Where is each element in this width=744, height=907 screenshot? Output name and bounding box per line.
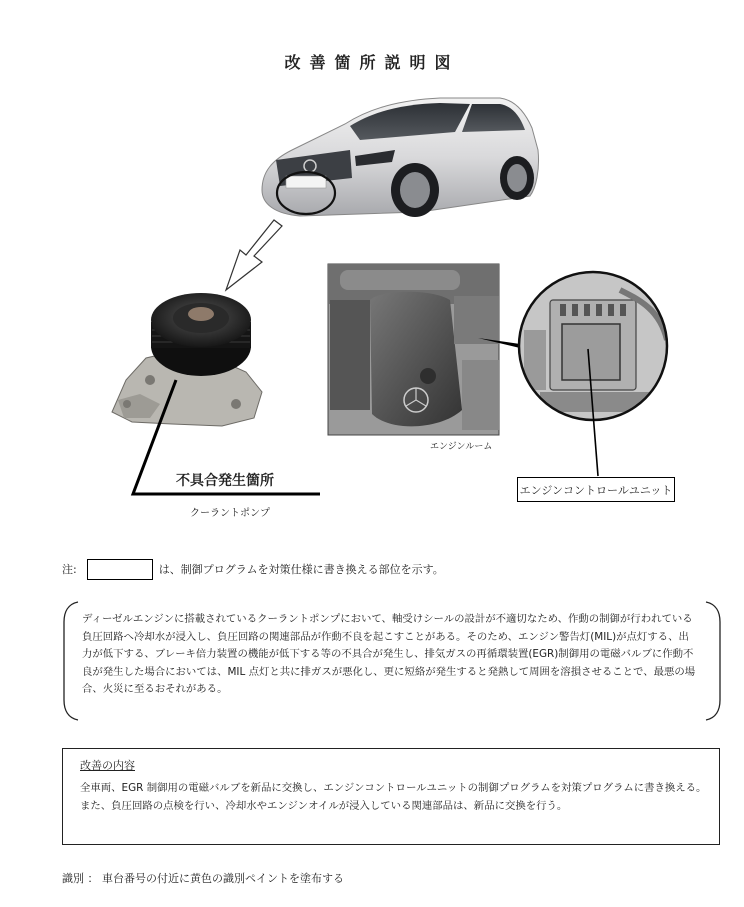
page-title: 改善箇所説明図 <box>284 53 460 72</box>
coolant-pump-image <box>112 293 262 426</box>
pointer-arrow <box>226 220 282 290</box>
improvement-body: 全車両、EGR 制御用の電磁バルブを新品に交換し、エンジンコントロールユニットの制御プログラムを対策プログラムに書き換える。また、負圧回路の点検を行い、冷却水やエンジンオイルが浸入している関連部品は、新品に交換を行う。 <box>80 782 707 812</box>
note-prefix: 注: <box>62 563 77 576</box>
identification-text: 識別 ： 車台番号の付近に黄色の識別ペイントを塗布する <box>62 872 344 885</box>
ecu-label-box <box>517 477 675 502</box>
ecu-label: エンジンコントロールユニット <box>519 483 673 497</box>
note <box>62 556 702 582</box>
improvement-heading: 改善の内容 <box>80 759 135 772</box>
note-text: は、制御プログラムを対策仕様に書き換える部位を示す。 <box>158 563 444 576</box>
ecu-magnified-image <box>519 272 667 420</box>
defect-location-label: 不具合発生箇所 <box>176 473 274 489</box>
engine-room-caption: エンジンルーム <box>430 442 493 452</box>
engine-room-image <box>328 264 520 435</box>
defect-description: ディーゼルエンジンに搭載されているクーラントポンプにおいて、軸受けシールの設計が不適切なため、作動の制御が行われている負圧回路へ冷却水が浸入し、負圧回路の関連部品が作動不良を起こすことがある。そのため、エンジン警告灯(MIL)が点灯する、出力が低下する、ブレーキ倍力装置の機能が低下する等の不具合が発生し、排気ガスの再循環装置(EGR)制御用の電磁バルブに作動不良が発生した場合においては、MIL 点灯と共に排ガスが悪化し、更に短絡が発生すると発熱して周囲を溶損させることで、最悪の場合、火災に至るおそれがある。 <box>82 613 696 695</box>
car-image <box>262 98 539 217</box>
note-legend-box <box>87 559 153 580</box>
pump-caption: クーラントポンプ <box>190 508 270 519</box>
